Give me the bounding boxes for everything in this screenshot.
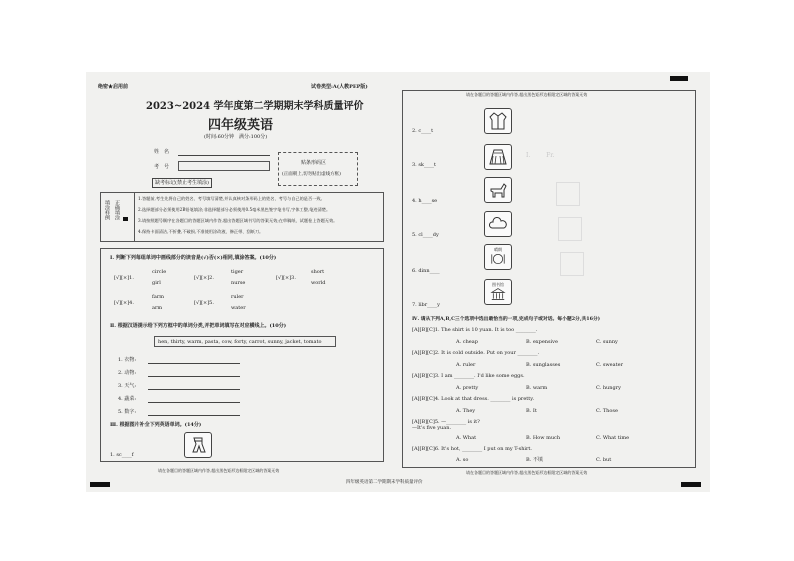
s4-q2-stem[interactable]: [A][B][C]2. It is cold outside. Put on your ________. <box>412 350 540 356</box>
s4-q3-a: A. pretty <box>456 385 479 391</box>
correct-fill-label: 正确填涂 <box>114 200 120 220</box>
s4-q2-b: B. sunglasses <box>526 362 561 368</box>
cloud-icon <box>488 215 508 233</box>
s4-q1-a: A. cheap <box>456 339 478 345</box>
dinner-picture <box>484 244 512 270</box>
dinner-label: 晴朗 <box>494 247 502 252</box>
name-label: 姓 名 <box>154 149 170 155</box>
s1-q4-options[interactable]: [√][×]4. <box>114 300 134 306</box>
id-field[interactable] <box>178 161 270 171</box>
section2-title: Ⅱ. 根据汉语提示给下列方框中的单词分类,并把单词填写在对应横线上。(10分) <box>110 323 287 329</box>
s1-q1-word1: circle <box>152 269 167 275</box>
s4-q2-a: A. ruler <box>456 362 476 368</box>
s1-q5-word1: ruler <box>231 294 244 300</box>
category-animals: 2. 动物: <box>118 370 137 376</box>
s1-q5-options[interactable]: [√][×]5. <box>194 300 214 306</box>
category-clothes-answer[interactable] <box>148 363 240 364</box>
s1-q2-options[interactable]: [√][×]2. <box>194 275 214 281</box>
word-bank <box>154 336 336 347</box>
dinner-icon <box>488 252 508 266</box>
s1-q1-options[interactable]: [√][×]1. <box>114 275 134 281</box>
s4-q2-c: C. sweater <box>596 362 623 368</box>
category-animals-answer[interactable] <box>148 376 240 377</box>
bleed-through-text: I. Fr. <box>526 152 555 159</box>
s3-q2[interactable]: 2. c____t <box>412 128 434 134</box>
s4-q4-stem[interactable]: [A][B][C]4. Look at that dress. ________ is pretty. <box>412 396 535 402</box>
subject-title: 四年级英语 <box>208 118 274 133</box>
name-field[interactable] <box>178 155 270 156</box>
alignment-mark <box>90 482 110 487</box>
bleed-through-picture <box>558 217 582 241</box>
page-caption: 四年级英语第二学期期末学科质量评价 <box>346 480 423 485</box>
sample-label: 填涂样例 <box>104 200 110 220</box>
category-weather-answer[interactable] <box>148 389 240 390</box>
s1-q3-word2: world <box>311 280 326 286</box>
s4-q3-stem[interactable]: [A][B][C]3. I am ________. I'd like some eggs. <box>412 373 525 379</box>
category-vegetables: 4. 蔬菜: <box>118 396 137 402</box>
coat-icon <box>488 112 508 130</box>
s3-q7[interactable]: 7. libr____y <box>412 302 440 308</box>
correct-fill-sample <box>123 217 128 221</box>
alignment-mark <box>681 482 701 487</box>
bottom-warning-right: 请在各题目的答题区域内作答,超出黑色矩形边框限定区域的答案无效 <box>466 470 588 475</box>
s4-q3-b: B. warm <box>526 385 548 391</box>
s4-q5-a: A. What <box>456 435 477 441</box>
s1-q3-options[interactable]: [√][×]3. <box>276 275 296 281</box>
s4-q6-a: A. so <box>456 457 469 463</box>
category-weather: 3. 天气: <box>118 383 137 389</box>
s4-q5-b: B. How much <box>526 435 561 441</box>
library-label: 图书馆 <box>492 282 504 287</box>
time-score: (时间:60分钟 满分:100分) <box>204 134 268 140</box>
category-numbers-answer[interactable] <box>148 415 240 416</box>
s4-q4-a: A. They <box>456 408 476 414</box>
skirt-picture <box>484 144 512 170</box>
s4-q4-b: B. It <box>526 408 537 414</box>
s1-q4-word2: arm <box>152 305 163 311</box>
s4-q1-c: C. sunny <box>596 339 618 345</box>
absent-note: 缺考标记(禁止考生填涂) <box>152 178 212 188</box>
bottom-warning-left: 请在各题目的答题区域内作答,超出黑色矩形边框限定区域的答案无效 <box>158 468 280 473</box>
s3-q1[interactable]: 1. sc____f <box>110 452 134 458</box>
alignment-mark <box>670 76 688 81</box>
s3-q6[interactable]: 6. dinn____ <box>412 268 440 274</box>
note-4: 4.保持卡面清洁,不折叠,不破损,不准使用涂改液、修正带、刮纸刀。 <box>138 229 264 234</box>
s4-q6-stem[interactable]: [A][B][C]6. It's hot, ________ I put on my T-shirt. <box>412 446 533 452</box>
note-3: 3.请按照题号顺序在各题目的答题区域内作答,超出答题区域书写的答案无效;在草稿纸、试题卷上答题无效。 <box>138 218 338 223</box>
s1-q1-word2: girl <box>152 280 161 286</box>
barcode-label: 贴条形码区 <box>301 160 327 166</box>
answer-sheet <box>86 72 710 492</box>
s4-q1-stem[interactable]: [A][B][C]1. The shirt is 10 yuan. It is too ________. <box>412 327 538 333</box>
section3-title: Ⅲ. 根据图片补全下列英语单词。(14分) <box>110 422 202 428</box>
s4-q4-c: C. Those <box>596 408 618 414</box>
answer-region-right <box>402 90 696 468</box>
scarf-icon <box>188 436 208 454</box>
s4-q5-c: C. What time <box>596 435 630 441</box>
coat-picture <box>484 108 512 134</box>
section4-title: Ⅳ. 请从下列A,B,C三个选项中选出最恰当的一项,完成句子或对话。每小题2分,共16分) <box>412 316 601 322</box>
s1-q2-word2: nurse <box>231 280 246 286</box>
note-2: 2.选择题部分必须使用2B铅笔填涂;非选择题部分必须使用0.5毫米黑色签字笔书写,字体工整,笔迹清楚。 <box>138 207 331 212</box>
scarf-picture <box>184 432 212 458</box>
s4-q6-c: C. but <box>596 457 612 463</box>
s1-q2-word1: tiger <box>231 269 244 275</box>
s4-q6-b: B. 不填 <box>526 457 543 463</box>
s4-q1-b: B. expensive <box>526 339 558 345</box>
s4-q5-stem[interactable]: [A][B][C]5. —________ is it? —It's five yuan. <box>412 419 480 431</box>
top-warning-right: 请在各题目的答题区域内作答,超出黑色矩形边框限定区域的答案无效 <box>466 92 588 97</box>
s3-q5[interactable]: 5. cl____dy <box>412 232 439 238</box>
note-1: 1.答题前,考生先将自己的姓名、考号填写清楚,并认真核对条形码上的姓名、考号与自己的是否一致。 <box>138 196 325 201</box>
bleed-through-picture <box>556 182 580 206</box>
skirt-icon <box>488 148 508 166</box>
horse-icon <box>488 181 508 199</box>
s3-q3[interactable]: 3. sk____t <box>412 162 436 168</box>
horse-picture <box>484 177 512 203</box>
bleed-through-picture <box>560 252 584 276</box>
exam-type: 试卷类型:A(人教PEP版) <box>311 84 368 90</box>
word-bank-text: hen, thirty, warm, pasta, cow, forty, carrot, sunny, jacket, tomato <box>158 339 322 345</box>
section1-title: Ⅰ. 判断下列每组单词中画线部分的读音是(√)否(×)相同,填涂答案。(10分) <box>110 255 277 261</box>
id-label: 考 号 <box>154 164 170 170</box>
cloudy-picture <box>484 211 512 237</box>
s1-q5-word2: water <box>231 305 246 311</box>
exam-title: 2023~2024 学年度第二学期期末学科质量评价 <box>146 101 364 112</box>
library-picture <box>484 279 512 305</box>
barcode-area <box>278 152 358 186</box>
category-vegetables-answer[interactable] <box>148 402 240 403</box>
s1-q4-word1: farm <box>152 294 164 300</box>
barcode-note: (正面朝上,切勿贴出虚线方框) <box>282 172 341 177</box>
s4-q3-c: C. hungry <box>596 385 621 391</box>
library-icon <box>488 287 508 301</box>
secret-label: 绝密★启用前 <box>98 84 129 90</box>
category-clothes: 1. 衣物: <box>118 357 137 363</box>
s3-q4[interactable]: 4. h____se <box>412 198 438 204</box>
s1-q3-word1: short <box>311 269 325 275</box>
category-numbers: 5. 数字: <box>118 409 137 415</box>
